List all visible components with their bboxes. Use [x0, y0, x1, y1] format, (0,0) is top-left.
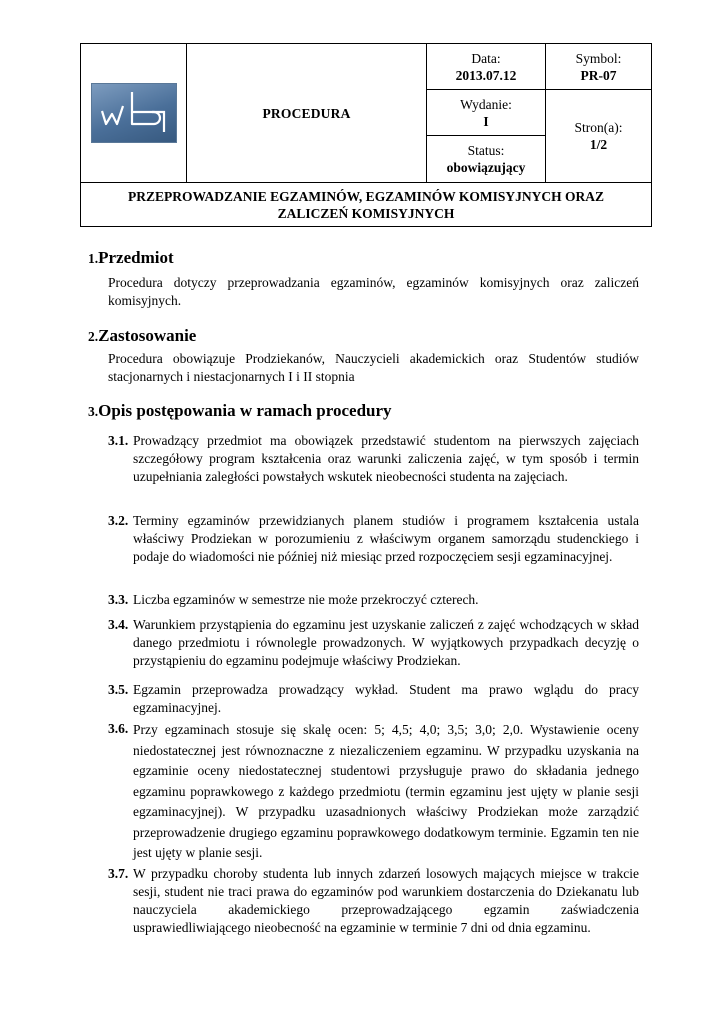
edition-label: Wydanie: [460, 96, 512, 112]
list-item [108, 591, 639, 609]
title-line-1: PRZEPROWADZANIE EGZAMINÓW, EGZAMINÓW KOMISYJNYCH ORAZ [128, 188, 604, 204]
university-logo-icon [91, 83, 177, 143]
item-number: 3.4. [108, 617, 129, 632]
item-text: Warunkiem przystąpienia do egzaminu jest uzyskanie zaliczeń z zajęć wchodzących w skład danego przedmiotu i równolegle prowadzonych. W wyjątkowych przypadkach decyzję o przystąpieniu do egzaminu podejmuje właściwy Prodziekan. [133, 617, 639, 668]
item-number: 3.3. [108, 592, 129, 607]
date-cell [427, 44, 546, 90]
pages-cell [546, 90, 652, 183]
header-table [80, 43, 652, 227]
section-text-1: Procedura dotyczy przeprowadzania egzaminów, egzaminów komisyjnych oraz zaliczeń komisyjnych. [108, 275, 639, 308]
section-heading-3: 3.Opis postępowania w ramach procedury [88, 401, 392, 420]
item-text: Terminy egzaminów przewidzianych planem studiów i programem kształcenia ustala właściwy Prodziekan w porozumieniu z właściwym organem samorządu studenckiego i podaje do wiadomości nie później niż miesiąc przed rozpoczęciem sesji egzaminacyjnej. [133, 513, 639, 564]
status-cell [427, 136, 546, 183]
symbol-label: Symbol: [575, 50, 622, 66]
date-label: Data: [471, 50, 501, 66]
list-item [108, 720, 639, 864]
edition-value: I [483, 113, 489, 129]
item-number: 3.7. [108, 866, 129, 881]
pages-label: Stron(a): [574, 120, 623, 135]
status-value: obowiązujący [446, 160, 526, 175]
section-heading-1: 1.Przedmiot [88, 248, 174, 267]
edition-cell [427, 90, 546, 136]
title-line-2: ZALICZEŃ KOMISYJNYCH [277, 205, 455, 221]
list-item [108, 865, 639, 937]
document-title [81, 183, 652, 227]
list-item [108, 616, 639, 670]
procedure-label: PROCEDURA [187, 44, 427, 183]
symbol-cell [546, 44, 652, 90]
symbol-value: PR-07 [580, 67, 617, 83]
item-text: Liczba egzaminów w semestrze nie może przekroczyć czterech. [133, 592, 479, 607]
list-item [108, 681, 639, 717]
item-number: 3.2. [108, 513, 129, 528]
item-text: Przy egzaminach stosuje się skalę ocen: 5; 4,5; 4,0; 3,5; 3,0; 2,0. Wystawienie oceny niedostatecznej jest równoznaczne z niezaliczeniem egzaminu. W przypadku uzyskania na egzaminie oceny niedostatecznej studentowi przysługuje prawo do składania jednego egzaminu poprawkowego z każdego przedmiotu (termin egzaminu jest ujęty w planie sesji egzaminacyjnej). W przypadku uzasadnionych właściwy Prodziekan może zarządzić przeprowadzenie drugiego egzaminu poprawkowego dodatkowym terminie. Egzamin ten nie jest ujęty w planie sesji. [133, 722, 639, 860]
status-label: Status: [467, 143, 505, 158]
section-text-2: Procedura obowiązuje Prodziekanów, Nauczycieli akademickich oraz Studentów studiów stacjonarnych i niestacjonarnych I i II stopnia [108, 351, 639, 384]
date-value: 2013.07.12 [455, 67, 517, 83]
item-text: W przypadku choroby studenta lub innych zdarzeń losowych mających miejsce w trakcie sesji, student nie traci prawa do egzaminów pod warunkiem dostarczenia do Dziekanatu lub nauczyciela akademickiego przeprowadzającego egzamin zaświadczenia usprawiedliwiającego nieobecność na egzaminie w terminie 7 dni od dnia egzaminu. [133, 866, 639, 935]
list-item [108, 512, 639, 566]
item-text: Prowadzący przedmiot ma obowiązek przedstawić studentom na pierwszych zajęciach szczegółowy program kształcenia oraz warunki zaliczenia zajęć, w tym sposób i termin uzupełniania zaległości powstałych wskutek nieobecności studenta na zajęciach. [133, 433, 639, 484]
list-item [108, 432, 639, 486]
item-number: 3.5. [108, 682, 129, 697]
item-number: 3.6. [108, 721, 129, 736]
logo-cell [81, 44, 187, 183]
item-text: Egzamin przeprowadza prowadzący wykład. Student ma prawo wglądu do pracy egzaminacyjnej. [133, 682, 639, 715]
item-number: 3.1. [108, 433, 129, 448]
section-heading-2: 2.Zastosowanie [88, 326, 197, 345]
pages-value: 1/2 [589, 137, 608, 152]
